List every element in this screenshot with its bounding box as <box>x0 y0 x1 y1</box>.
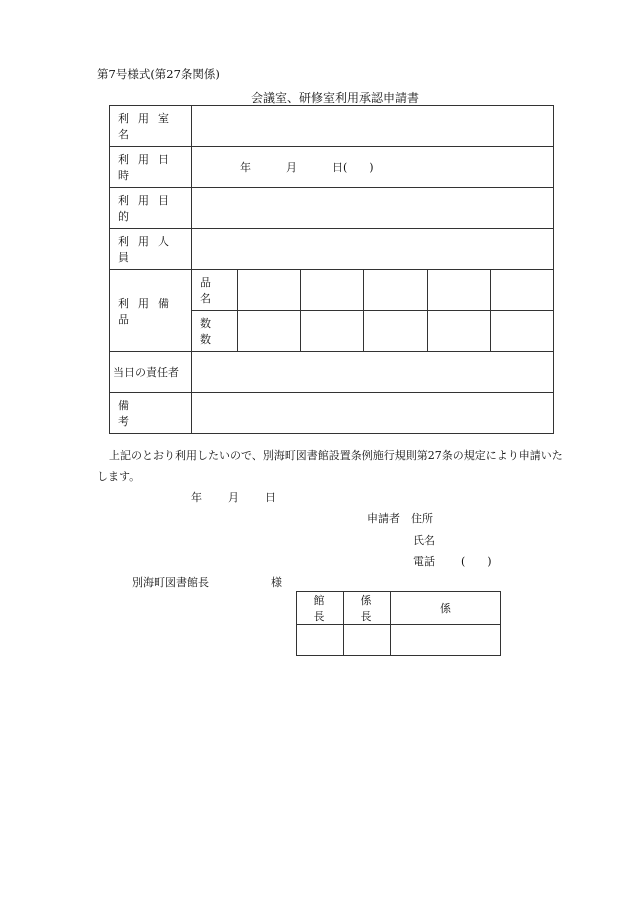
application-date <box>191 489 302 505</box>
label-item-name: 品名 <box>192 270 238 311</box>
label-responsible: 当日の責任者 <box>110 352 192 393</box>
applicant-tel-label: 電話 <box>413 555 435 568</box>
label-room: 利用室名 <box>110 106 192 147</box>
approval-chief-label: 館長 <box>297 592 344 625</box>
approval-section-chief-stamp[interactable] <box>344 625 391 656</box>
field-people[interactable] <box>192 229 554 270</box>
year-label: 年 <box>240 161 251 174</box>
field-qty-5[interactable] <box>490 311 553 352</box>
date-year: 年 <box>191 491 202 504</box>
applicant-address-label: 申請者 住所 <box>367 512 433 525</box>
row-datetime <box>110 147 554 188</box>
label-people: 利用人員 <box>110 229 192 270</box>
field-datetime[interactable] <box>192 147 554 188</box>
request-paragraph: 上記のとおり利用したいので、別海町図書館設置条例施行規則第27条の規定により申請いたします。 <box>97 449 563 483</box>
row-remarks <box>110 393 554 434</box>
field-item-2[interactable] <box>301 270 364 311</box>
applicant-tel-paren: ( ) <box>461 555 492 568</box>
row-equipment-item <box>110 270 554 311</box>
field-qty-4[interactable] <box>427 311 490 352</box>
honorific: 様 <box>271 576 282 589</box>
approval-staff-stamp[interactable] <box>391 625 501 656</box>
application-table <box>109 105 554 434</box>
label-equipment: 利用備品 <box>110 270 192 352</box>
field-room[interactable] <box>192 106 554 147</box>
approval-table <box>296 591 501 656</box>
form-number: 第7号様式(第27条関係) <box>97 67 220 81</box>
row-purpose <box>110 188 554 229</box>
approval-chief-stamp[interactable] <box>297 625 344 656</box>
day-label: 日( ) <box>332 161 374 174</box>
approval-section-chief-label: 係長 <box>344 592 391 625</box>
field-qty-2[interactable] <box>301 311 364 352</box>
field-purpose[interactable] <box>192 188 554 229</box>
field-item-3[interactable] <box>364 270 427 311</box>
field-qty-1[interactable] <box>238 311 301 352</box>
field-item-5[interactable] <box>490 270 553 311</box>
row-responsible <box>110 352 554 393</box>
date-day: 日 <box>265 491 276 504</box>
label-quantity: 数数 <box>192 311 238 352</box>
document-title: 会議室、研修室利用承認申請書 <box>250 91 419 105</box>
label-purpose: 利用目的 <box>110 188 192 229</box>
month-label: 月 <box>286 161 297 174</box>
field-remarks[interactable] <box>192 393 554 434</box>
label-datetime: 利用日時 <box>110 147 192 188</box>
field-responsible[interactable] <box>192 352 554 393</box>
field-qty-3[interactable] <box>364 311 427 352</box>
label-remarks: 備考 <box>110 393 192 434</box>
applicant-name-label: 氏名 <box>413 534 435 547</box>
addressee: 別海町図書館長 <box>132 576 209 589</box>
field-item-4[interactable] <box>427 270 490 311</box>
approval-staff-label: 係 <box>391 592 501 625</box>
row-room <box>110 106 554 147</box>
row-people <box>110 229 554 270</box>
field-item-1[interactable] <box>238 270 301 311</box>
date-month: 月 <box>228 491 239 504</box>
